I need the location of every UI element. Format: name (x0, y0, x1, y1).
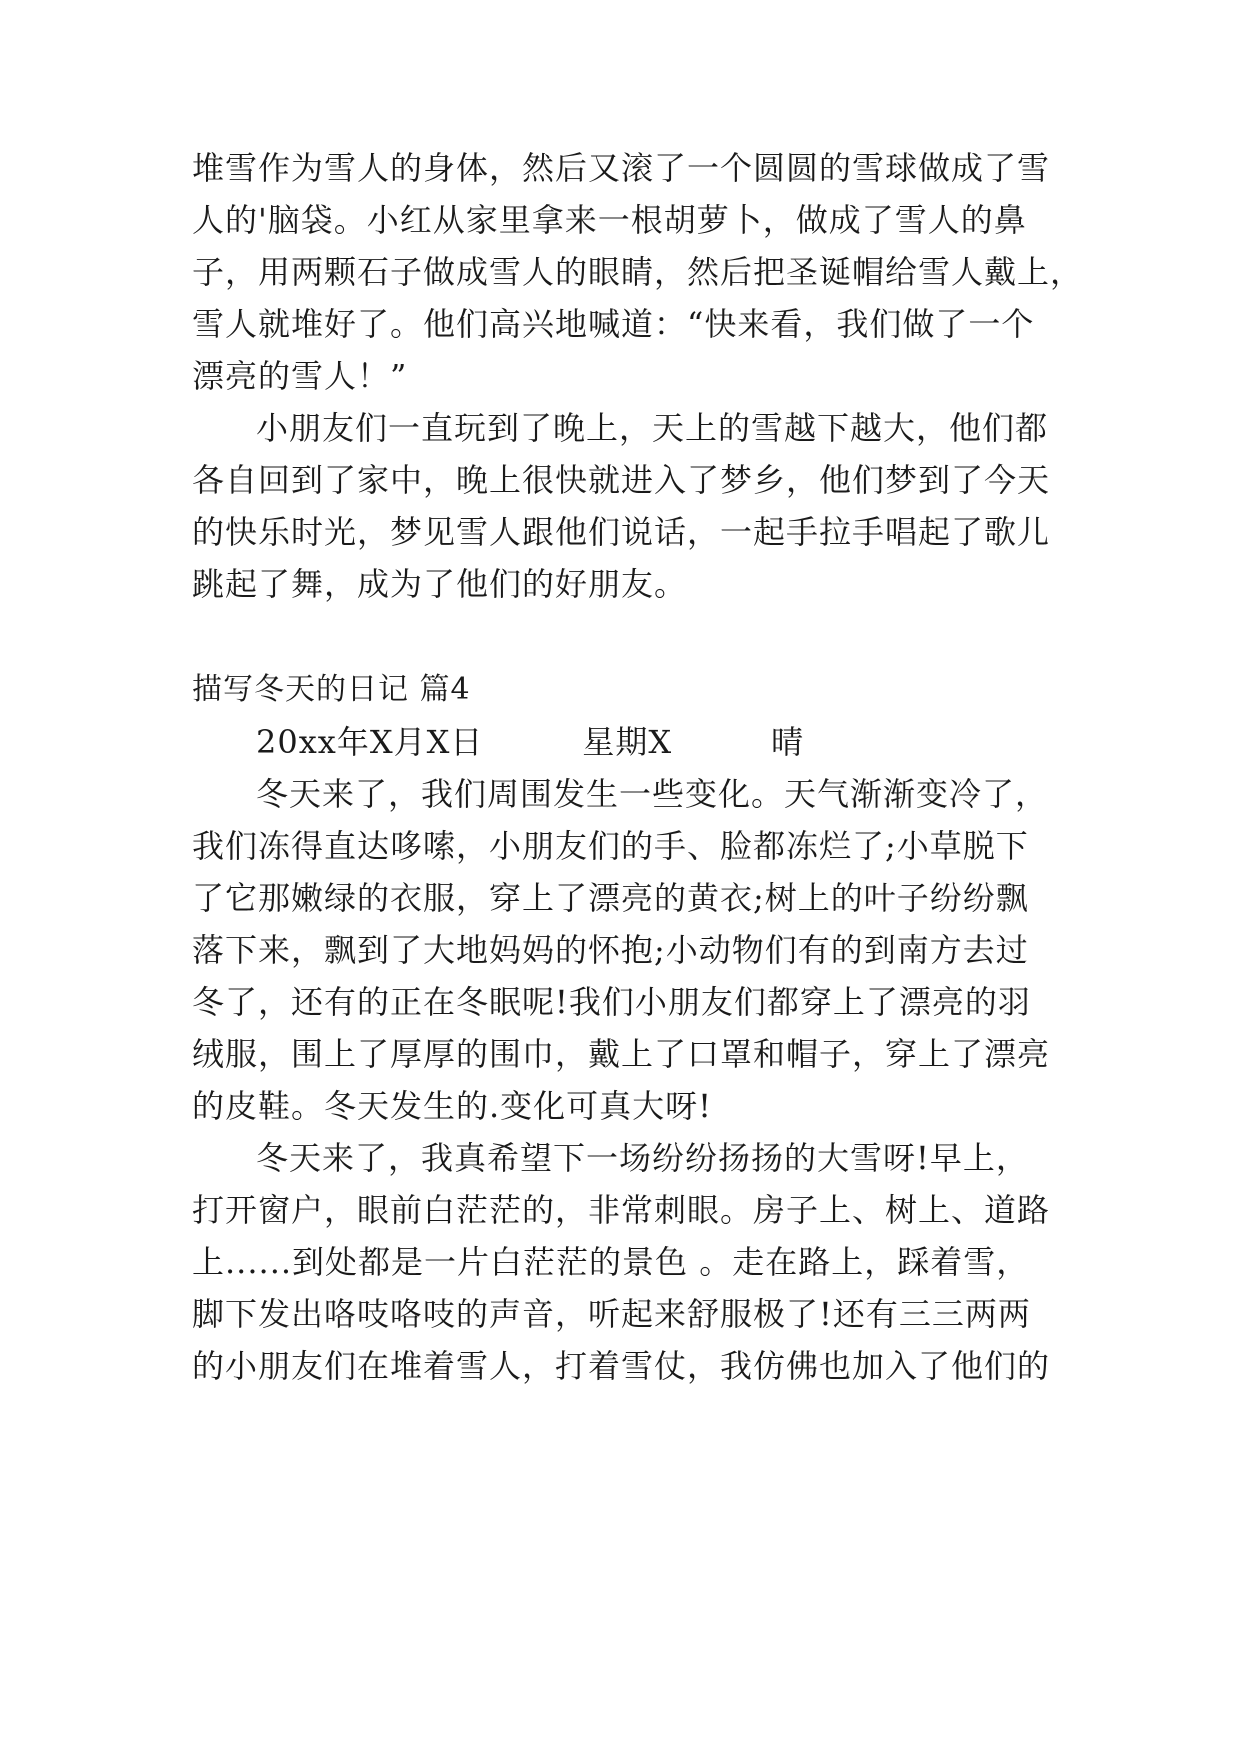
date-line: 20xx年X月X日 星期X 晴 (256, 723, 805, 761)
para3-line-1: 冬天来了，我们周围发生一些变化。天气渐渐变冷了， (256, 775, 1049, 813)
para1-line-2: 人的'脑袋。小红从家里拿来一根胡萝卜，做成了雪人的鼻 (192, 201, 1027, 239)
para1-line-4: 雪人就堆好了。他们高兴地喊道：“快来看，我们做了一个 (192, 305, 1035, 343)
para4-line-3: 上......到处都是一片白茫茫的景色 。走在路上，踩着雪， (192, 1243, 1030, 1281)
para4-line-4: 脚下发出咯吱咯吱的声音，听起来舒服极了!还有三三两两 (192, 1295, 1031, 1333)
para3-line-7: 的皮鞋。冬天发生的.变化可真大呀! (192, 1087, 713, 1125)
para3-line-6: 绒服，围上了厚厚的围巾，戴上了口罩和帽子，穿上了漂亮 (192, 1035, 1051, 1073)
para3-line-4: 落下来，飘到了大地妈妈的怀抱;小动物们有的到南方去过 (192, 931, 1029, 969)
para2-line-4: 跳起了舞，成为了他们的好朋友。 (192, 565, 688, 603)
section-title: 描写冬天的日记 篇4 (192, 672, 471, 707)
para4-line-5: 的小朋友们在堆着雪人，打着雪仗，我仿佛也加入了他们的 (192, 1347, 1051, 1385)
para2-line-2: 各自回到了家中，晚上很快就进入了梦乡，他们梦到了今天 (192, 461, 1051, 499)
para2-line-1: 小朋友们一直玩到了晚上，天上的雪越下越大，他们都 (256, 409, 1049, 447)
para1-line-5: 漂亮的雪人！” (192, 357, 408, 395)
para2-line-3: 的快乐时光，梦见雪人跟他们说话，一起手拉手唱起了歌儿 (192, 513, 1051, 551)
para1-line-1: 堆雪作为雪人的身体，然后又滚了一个圆圆的雪球做成了雪 (192, 149, 1051, 187)
para4-line-1: 冬天来了，我真希望下一场纷纷扬扬的大雪呀!早上， (256, 1139, 1029, 1177)
para3-line-5: 冬了，还有的正在冬眠呢!我们小朋友们都穿上了漂亮的羽 (192, 983, 1031, 1021)
para1-line-3: 子，用两颗石子做成雪人的眼睛，然后把圣诞帽给雪人戴上， (192, 253, 1084, 291)
para3-line-2: 我们冻得直达哆嗦，小朋友们的手、脸都冻烂了;小草脱下 (192, 827, 1029, 865)
para4-line-2: 打开窗户，眼前白茫茫的，非常刺眼。房子上、树上、道路 (192, 1191, 1051, 1229)
para3-line-3: 了它那嫩绿的衣服，穿上了漂亮的黄衣;树上的叶子纷纷飘 (192, 879, 1029, 917)
